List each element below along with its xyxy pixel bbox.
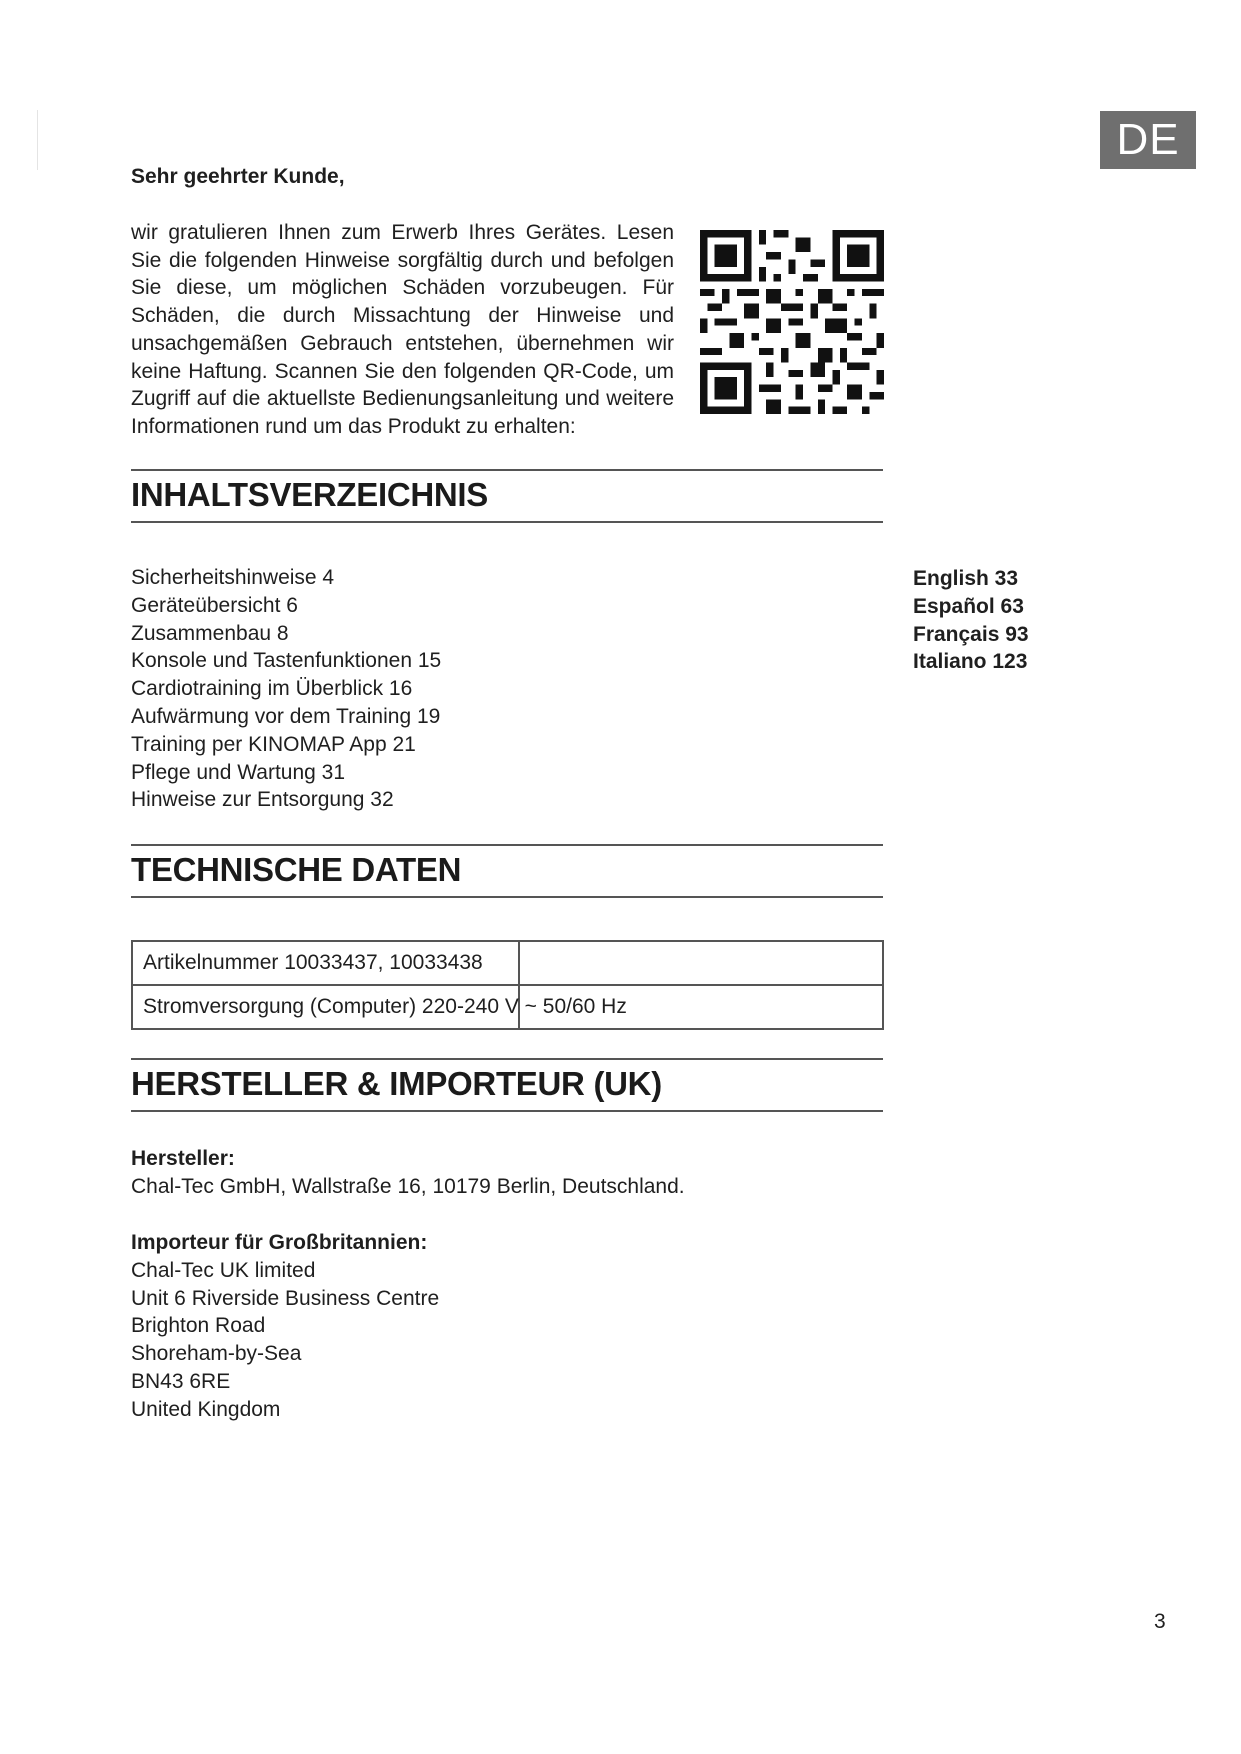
manufacturer-address: Chal-Tec GmbH, Wallstraße 16, 10179 Berlin, Deutschland. (131, 1174, 685, 1198)
language-badge: DE (1100, 111, 1196, 169)
importer-block (131, 1229, 439, 1424)
importer-label: Importeur für Großbritannien: (131, 1231, 428, 1254)
table-row (132, 941, 883, 985)
spec-cell-empty (519, 941, 883, 985)
spec-cell: Stromversorgung (Computer) 220-240 V ~ 50/60 Hz (132, 985, 519, 1029)
toc-item[interactable]: Cardiotraining im Überblick 16 (131, 677, 413, 701)
importer-line: United Kingdom (131, 1397, 281, 1421)
toc-item[interactable]: Sicherheitshinweise 4 (131, 566, 335, 589)
toc-item[interactable]: Geräteübersicht 6 (131, 593, 298, 617)
toc-item[interactable]: Zusammenbau 8 (131, 621, 289, 645)
page-number: 3 (1154, 1610, 1166, 1633)
toc-language-item[interactable]: Italiano 123 (913, 650, 1028, 674)
intro-paragraph: wir gratulieren Ihnen zum Erwerb Ihres Gerätes. Lesen Sie die folgenden Hinweise sorgfältig durch und befolgen Sie diese, um möglichen Schäden vorzubeugen. Für Schäden, die durch Missachtung der Hinweise und unsachgemäßen Gebrauch entstehen, übernehmen wir keine Haftung. Scannen Sie den folgenden QR-Code, um Zugriff auf die aktuellste Bedienungsanleitung und weitere Informationen rund um das Produkt zu erhalten: (131, 221, 674, 438)
toc-item[interactable]: Pflege und Wartung 31 (131, 760, 346, 784)
importer-line: Shoreham-by-Sea (131, 1342, 302, 1366)
toc-language-item[interactable]: Español 63 (913, 594, 1024, 618)
specs-table (131, 940, 884, 1030)
importer-line: Brighton Road (131, 1314, 266, 1338)
toc-heading: INHALTSVERZEICHNIS (131, 469, 883, 523)
toc-language-list (913, 565, 1029, 676)
importer-line: BN43 6RE (131, 1369, 231, 1393)
toc-item[interactable]: Training per KINOMAP App 21 (131, 732, 416, 756)
importer-line: Chal-Tec UK limited (131, 1258, 316, 1282)
salutation: Sehr geehrter Kunde, (131, 165, 345, 188)
toc-item[interactable]: Konsole und Tastenfunktionen 15 (131, 649, 442, 673)
manufacturer-label: Hersteller: (131, 1147, 235, 1170)
toc-language-item[interactable]: Français 93 (913, 622, 1029, 646)
qr-code-icon[interactable] (700, 230, 884, 414)
page-edge-mark (37, 110, 38, 170)
specs-heading: TECHNISCHE DATEN (131, 844, 883, 898)
toc-language-item[interactable]: English 33 (913, 567, 1019, 590)
manufacturer-block (131, 1145, 685, 1201)
toc-item[interactable]: Hinweise zur Entsorgung 32 (131, 788, 394, 812)
toc-list (131, 564, 441, 814)
importer-line: Unit 6 Riverside Business Centre (131, 1286, 440, 1310)
manufacturer-heading: HERSTELLER & IMPORTEUR (UK) (131, 1058, 883, 1112)
toc-item[interactable]: Aufwärmung vor dem Training 19 (131, 704, 441, 728)
spec-cell: Artikelnummer 10033437, 10033438 (132, 941, 519, 985)
table-row (132, 985, 883, 1029)
